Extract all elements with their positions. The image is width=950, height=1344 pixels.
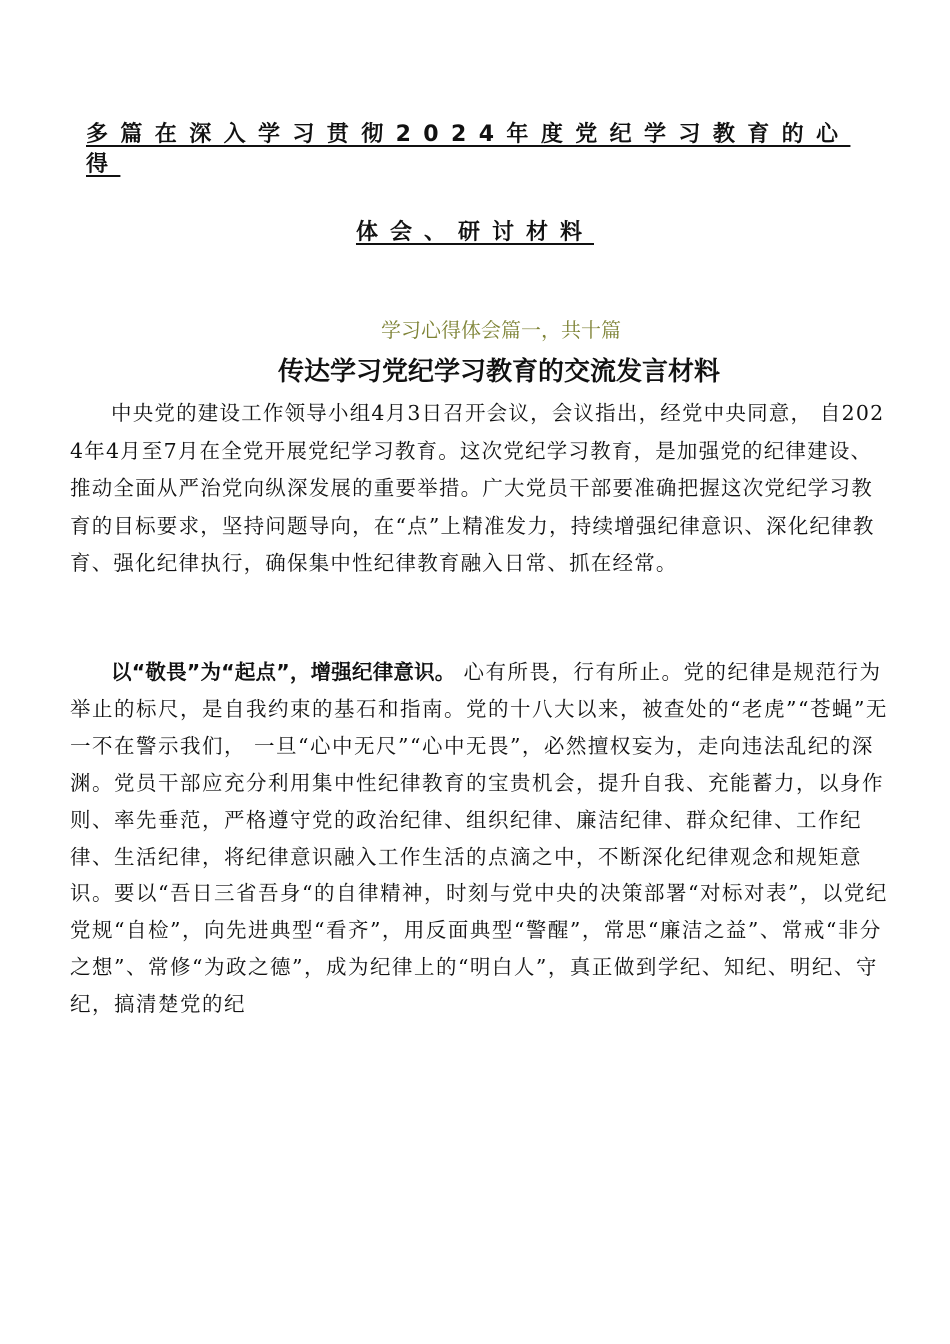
paragraph-1: 中央党的建设工作领导小组4月3日召开会议，会议指出，经党中央同意， 自2024年4月至7月在全党开展党纪学习教育。这次党纪学习教育，是加强党的纪律建设、推动全面从严治党向纵深发展的重要举措。广大党员干部要准确把握这次党纪学习教育的目标要求，坚持问题导向，在“点”上精准发力，持续增强纪律意识、深化纪律教育、强化纪律执行，确保集中性纪律教育融入日常、抓在经常。 bbox=[70, 401, 885, 576]
paragraph-2-body: 心有所畏，行有所止。党的纪律是规范行为举止的标尺，是自我约束的基石和指南。党的十八大以来，被查处的“老虎”“苍蝇”无一不在警示我们， 一旦“心中无尺”“心中无畏”，必然擅权妄为，走向违法乱纪的深渊。党员干部应充分利用集中性纪律教育的宝贵机会，提升自我、充能蓄力，以身作则、率先垂范，严格遵守党的政治纪律、组织纪律、廉洁纪律、群众纪律、工作纪律、生活纪律，将纪律意识融入工作生活的点滴之中，不断深化纪律观念和规矩意识。要以“吾日三省吾身“的自律精神，时刻与党中央的决策部署“对标对表”，以党纪党规“自检”，向先进典型“看齐”，用反面典型“警醒”，常思“廉洁之益”、常戒“非分之想”、常修“为政之德”，成为纪律上的“明白人”，真正做到学纪、知纪、明纪、守纪，搞清楚党的纪 bbox=[70, 660, 888, 1017]
document-title-line2: 体会、研讨材料 bbox=[355, 220, 594, 245]
section-label: 学习心得体会篇一，共十篇 bbox=[381, 318, 621, 342]
section-title: 传达学习党纪学习教育的交流发言材料 bbox=[277, 357, 720, 387]
paragraph-2-lead: 以“敬畏”为“起点”，增强纪律意识。 bbox=[111, 660, 456, 684]
document-title-line1: 多篇在深入学习贯彻2024年度党纪学习教育的心得 bbox=[86, 122, 851, 177]
paragraph-2 bbox=[70, 654, 890, 1023]
